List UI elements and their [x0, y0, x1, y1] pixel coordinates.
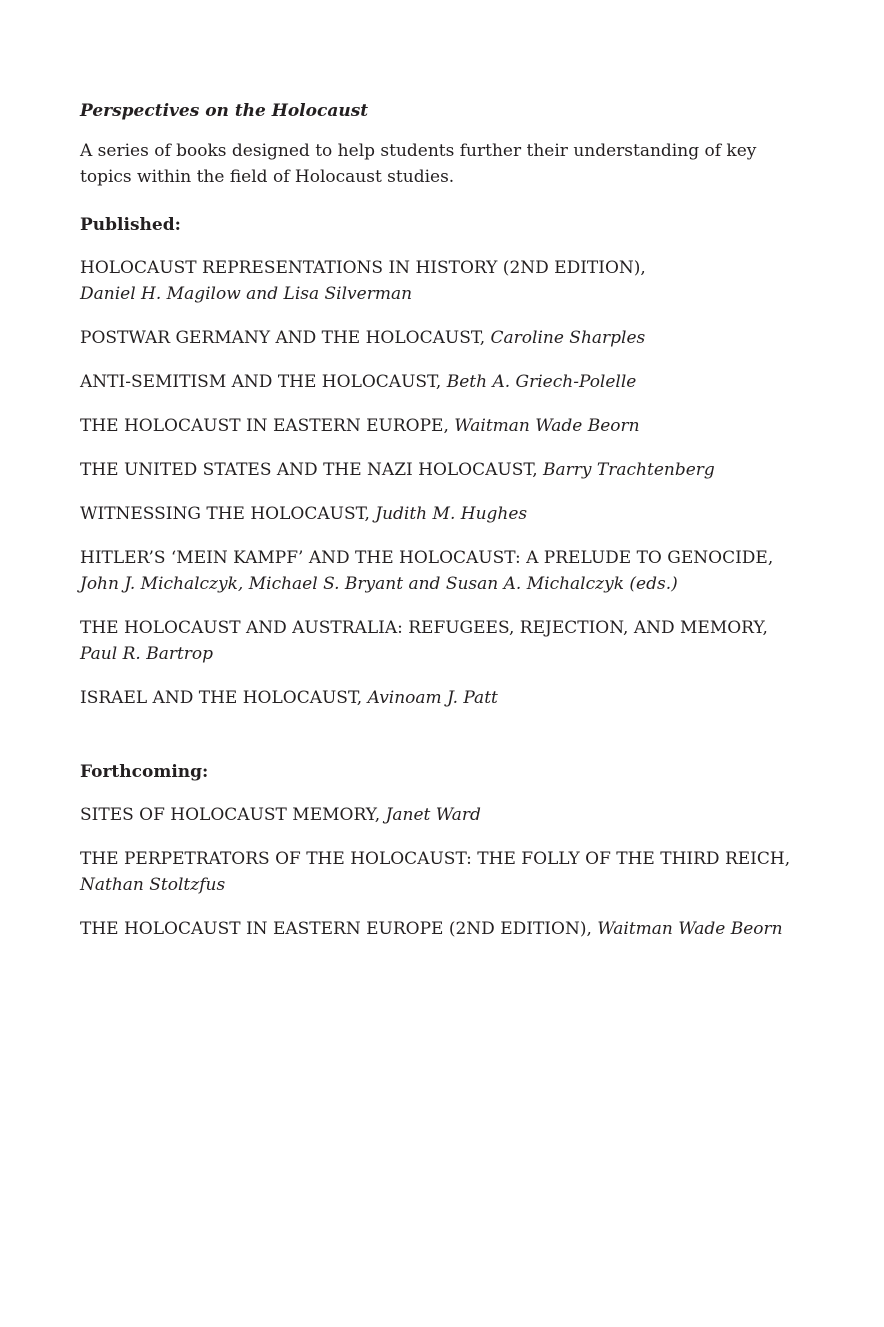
book-author: Barry Trachtenberg: [543, 460, 715, 480]
list-item: [80, 501, 810, 527]
list-item: [80, 802, 810, 828]
list-item: [80, 846, 810, 898]
forthcoming-list: [80, 802, 810, 942]
book-author: Caroline Sharples: [490, 328, 646, 348]
book-title: SITES OF HOLOCAUST MEMORY,: [80, 805, 381, 825]
book-author: Daniel H. Magilow and Lisa Silverman: [80, 284, 413, 304]
book-title: ANTI-SEMITISM AND THE HOLOCAUST,: [80, 372, 442, 392]
book-author: Avinoam J. Patt: [367, 688, 498, 708]
book-title: THE HOLOCAUST AND AUSTRALIA: REFUGEES, REJECTION, AND MEMORY,: [80, 618, 768, 638]
book-author: Beth A. Griech-Polelle: [446, 372, 637, 392]
book-title: POSTWAR GERMANY AND THE HOLOCAUST,: [80, 328, 486, 348]
book-author: John J. Michalczyk, Michael S. Bryant and Susan A. Michalczyk (eds.): [80, 574, 678, 594]
forthcoming-heading: Forthcoming:: [80, 762, 209, 782]
list-item: [80, 255, 810, 307]
list-item: [80, 916, 810, 942]
list-item: [80, 413, 810, 439]
book-author: Waitman Wade Beorn: [597, 919, 783, 939]
series-title: Perspectives on the Holocaust: [80, 101, 369, 121]
book-title: THE HOLOCAUST IN EASTERN EUROPE (2ND EDITION),: [80, 919, 592, 939]
list-item: [80, 457, 810, 483]
list-item: [80, 685, 810, 711]
series-description: A series of books designed to help students further their understanding of key topics within the field of Holocaust studies.: [80, 141, 757, 187]
book-title: ISRAEL AND THE HOLOCAUST,: [80, 688, 363, 708]
book-author: Paul R. Bartrop: [80, 644, 214, 664]
list-item: [80, 325, 810, 351]
published-list: [80, 255, 810, 711]
book-title: WITNESSING THE HOLOCAUST,: [80, 504, 370, 524]
published-heading: Published:: [80, 215, 181, 235]
book-title: THE HOLOCAUST IN EASTERN EUROPE,: [80, 416, 449, 436]
book-author: Judith M. Hughes: [375, 504, 528, 524]
list-item: [80, 545, 810, 597]
book-title: HOLOCAUST REPRESENTATIONS IN HISTORY (2ND EDITION),: [80, 258, 646, 278]
book-title: HITLER’S ‘MEIN KAMPF’ AND THE HOLOCAUST: A PRELUDE TO GENOCIDE,: [80, 548, 774, 568]
book-author: Nathan Stoltzfus: [80, 875, 226, 895]
list-item: [80, 369, 810, 395]
list-item: [80, 615, 810, 667]
book-author: Waitman Wade Beorn: [454, 416, 640, 436]
book-title: THE UNITED STATES AND THE NAZI HOLOCAUST,: [80, 460, 538, 480]
book-author: Janet Ward: [385, 805, 481, 825]
page-content: [80, 98, 810, 960]
book-title: THE PERPETRATORS OF THE HOLOCAUST: THE FOLLY OF THE THIRD REICH,: [80, 849, 791, 869]
